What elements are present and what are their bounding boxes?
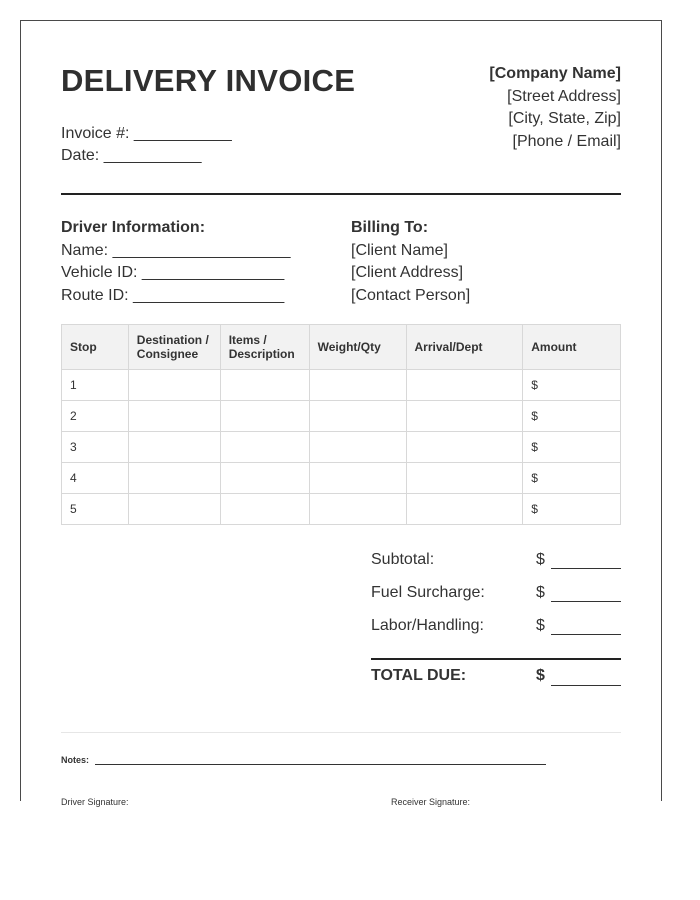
- table-row: [62, 494, 621, 525]
- invoice-sheet: [20, 20, 662, 807]
- totals-block: [371, 551, 621, 697]
- route-id-field[interactable]: Route ID: _________________: [61, 286, 285, 304]
- items-cell[interactable]: [220, 463, 309, 494]
- driver-info: [61, 217, 291, 307]
- driver-signature-label[interactable]: Driver Signature:: [61, 797, 129, 807]
- fuel-surcharge-row: [371, 584, 621, 617]
- items-cell[interactable]: [220, 494, 309, 525]
- labor-handling-row: [371, 617, 621, 650]
- delivery-table: [61, 324, 621, 525]
- currency-symbol: $: [536, 617, 545, 634]
- fuel-surcharge-blank[interactable]: [551, 601, 621, 602]
- contact-person[interactable]: [Contact Person]: [351, 286, 471, 304]
- column-header-items: Items / Description: [220, 325, 309, 370]
- company-block: [489, 63, 621, 153]
- stop-cell: 5: [62, 494, 129, 525]
- subtotal-row: [371, 551, 621, 584]
- total-due-row: [371, 658, 621, 697]
- stop-cell: 4: [62, 463, 129, 494]
- driver-heading: Driver Information:: [61, 219, 206, 236]
- driver-name-field[interactable]: Name: ____________________: [61, 241, 291, 259]
- client-address[interactable]: [Client Address]: [351, 264, 464, 281]
- destination-cell[interactable]: [128, 494, 220, 525]
- column-header-amount: Amount: [523, 325, 621, 370]
- arrival-cell[interactable]: [406, 494, 523, 525]
- labor-handling-blank[interactable]: [551, 634, 621, 635]
- subtotal-label: Subtotal:: [371, 551, 435, 568]
- total-due-blank[interactable]: [551, 685, 621, 686]
- items-cell[interactable]: [220, 432, 309, 463]
- column-header-weight: Weight/Qty: [309, 325, 406, 370]
- labor-handling-label: Labor/Handling:: [371, 617, 484, 634]
- arrival-cell[interactable]: [406, 463, 523, 494]
- invoice-content: [61, 21, 621, 807]
- notes-label: Notes:: [61, 755, 90, 765]
- billing-heading: Billing To:: [351, 219, 429, 236]
- stop-cell: 1: [62, 370, 129, 401]
- currency-symbol: $: [536, 667, 545, 684]
- stop-cell: 2: [62, 401, 129, 432]
- destination-cell[interactable]: [128, 463, 220, 494]
- weight-cell[interactable]: [309, 463, 406, 494]
- vehicle-id-field[interactable]: Vehicle ID: ________________: [61, 264, 285, 281]
- weight-cell[interactable]: [309, 370, 406, 401]
- billing-info: [351, 217, 470, 307]
- items-cell[interactable]: [220, 370, 309, 401]
- amount-cell[interactable]: $: [523, 432, 621, 463]
- items-cell[interactable]: [220, 401, 309, 432]
- table-row: [62, 401, 621, 432]
- company-contact: [Phone / Email]: [512, 132, 621, 150]
- table-row: [62, 370, 621, 401]
- amount-cell[interactable]: $: [523, 370, 621, 401]
- stop-cell: 3: [62, 432, 129, 463]
- company-street: [Street Address]: [507, 87, 621, 105]
- invoice-meta: [61, 123, 232, 167]
- invoice-number-field[interactable]: Invoice #: ___________: [61, 125, 232, 142]
- table-row: [62, 463, 621, 494]
- fuel-surcharge-label: Fuel Surcharge:: [371, 584, 485, 601]
- currency-symbol: $: [536, 584, 545, 601]
- company-city: [City, State, Zip]: [508, 110, 621, 127]
- destination-cell[interactable]: [128, 401, 220, 432]
- column-header-stop: Stop: [62, 325, 129, 370]
- arrival-cell[interactable]: [406, 432, 523, 463]
- invoice-title: DELIVERY INVOICE: [61, 63, 356, 98]
- column-header-arrival: Arrival/Dept: [406, 325, 523, 370]
- notes-divider: [61, 732, 621, 733]
- weight-cell[interactable]: [309, 494, 406, 525]
- subtotal-blank[interactable]: [551, 568, 621, 569]
- notes-field[interactable]: [95, 764, 546, 765]
- amount-cell[interactable]: $: [523, 401, 621, 432]
- arrival-cell[interactable]: [406, 370, 523, 401]
- amount-cell[interactable]: $: [523, 494, 621, 525]
- column-header-destination: Destination / Consignee: [128, 325, 220, 370]
- weight-cell[interactable]: [309, 401, 406, 432]
- receiver-signature-label[interactable]: Receiver Signature:: [391, 797, 471, 807]
- destination-cell[interactable]: [128, 370, 220, 401]
- invoice-date-field[interactable]: Date: ___________: [61, 147, 202, 164]
- table-header-row: [62, 325, 621, 370]
- total-due-label: TOTAL DUE:: [371, 667, 467, 684]
- destination-cell[interactable]: [128, 432, 220, 463]
- amount-cell[interactable]: $: [523, 463, 621, 494]
- weight-cell[interactable]: [309, 432, 406, 463]
- company-name: [Company Name]: [489, 65, 621, 82]
- currency-symbol: $: [536, 551, 545, 568]
- client-name[interactable]: [Client Name]: [351, 241, 448, 259]
- table-row: [62, 432, 621, 463]
- arrival-cell[interactable]: [406, 401, 523, 432]
- header-divider: [61, 193, 621, 195]
